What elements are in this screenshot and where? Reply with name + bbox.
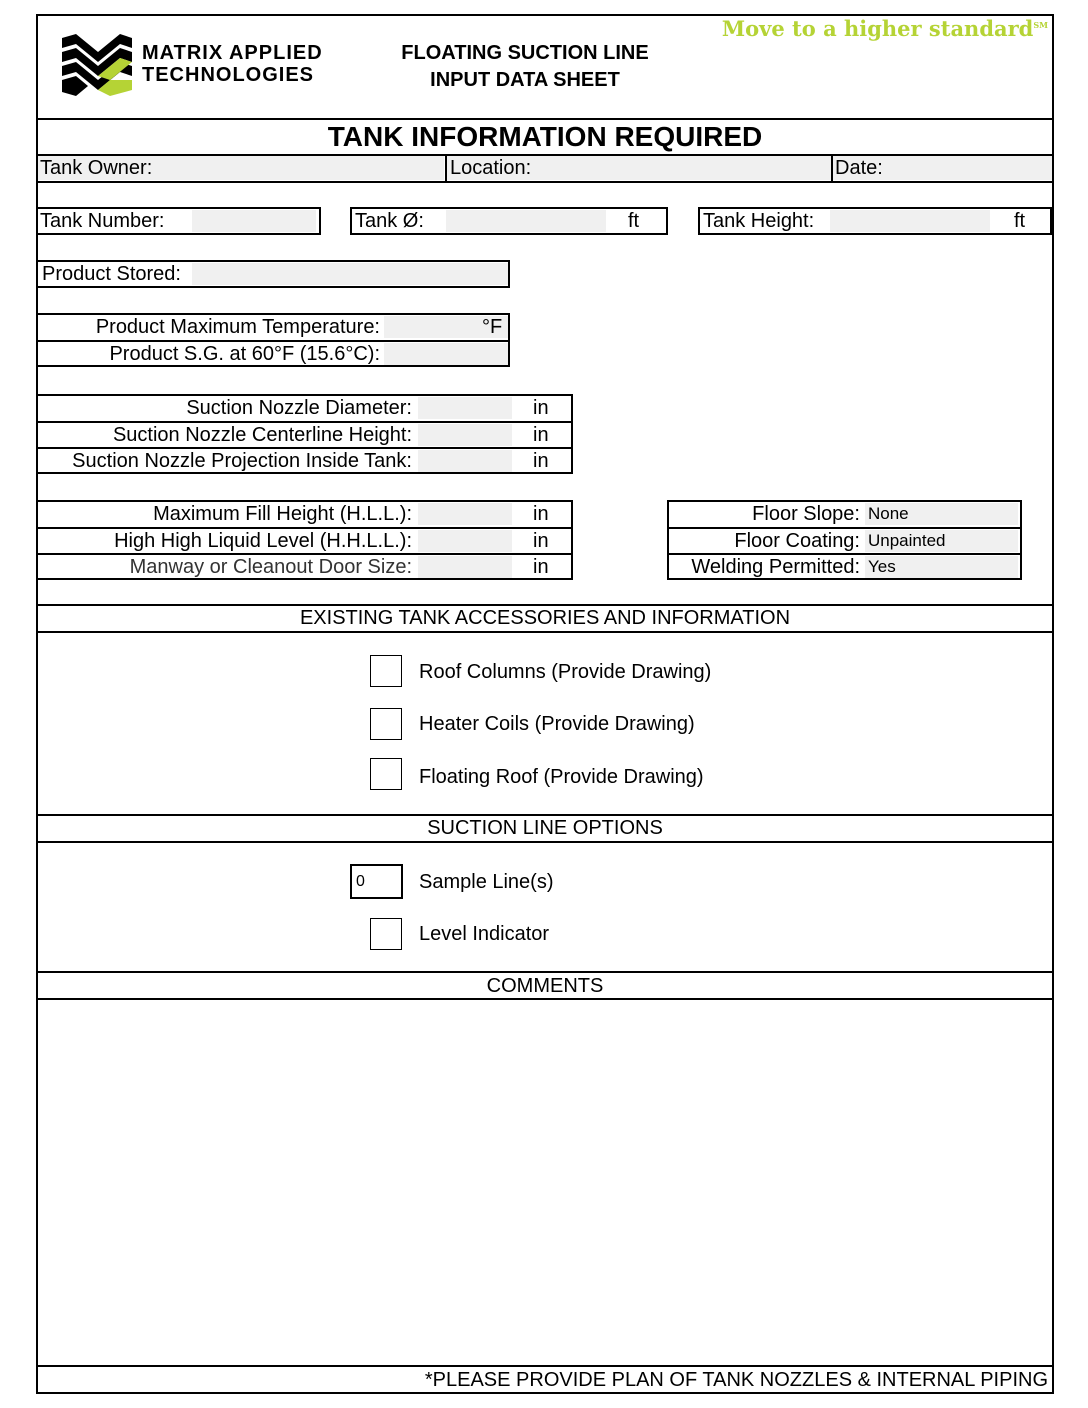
tank-diameter-field[interactable] [446,210,606,232]
max-fill-height-field[interactable] [418,503,512,525]
tank-height-unit: ft [1014,210,1026,232]
sample-lines-label: Sample Line(s) [419,871,554,893]
floor-coating-value: Unpainted [868,531,946,550]
manway-size-unit: in [533,556,549,578]
welding-permitted-label: Welding Permitted: [691,556,860,578]
floating-roof-label: Floating Roof (Provide Drawing) [419,766,704,788]
nozzle-projection-field[interactable] [418,450,512,472]
nozzle-diameter-unit: in [533,397,549,419]
section-title-comments: COMMENTS [486,975,604,997]
slogan [720,16,1048,41]
floor-slope-value: None [868,504,909,523]
floating-roof-checkbox[interactable] [370,758,402,790]
nozzle-centerline-label: Suction Nozzle Centerline Height: [112,424,412,446]
comments-area[interactable] [38,1000,1052,1364]
section-title-suction-options: SUCTION LINE OPTIONS [427,817,663,839]
hhll-label: High High Liquid Level (H.H.L.L.): [114,530,412,552]
location-label: Location: [450,157,532,179]
tank-owner-label: Tank Owner: [40,157,153,179]
company-name-line2: TECHNOLOGIES [142,64,315,86]
level-indicator-label: Level Indicator [419,923,550,945]
roof-columns-label: Roof Columns (Provide Drawing) [419,661,712,683]
section-title-tank-info: TANK INFORMATION REQUIRED [327,121,763,152]
floor-slope-label: Floor Slope: [752,503,860,525]
nozzle-diameter-label: Suction Nozzle Diameter: [186,397,412,419]
date-label: Date: [835,157,883,179]
form-title-line2: INPUT DATA SHEET [430,69,620,91]
form-title-line1: FLOATING SUCTION LINE [401,42,649,64]
manway-size-label: Manway or Cleanout Door Size: [129,556,412,578]
slogan-text: Move to a higher standard [721,16,1034,41]
floor-coating-label: Floor Coating: [734,530,860,552]
welding-permitted-value: Yes [868,557,896,576]
tank-diameter-unit: ft [628,210,640,232]
max-temperature-label: Product Maximum Temperature: [95,316,380,338]
specific-gravity-field[interactable] [384,343,508,365]
slogan-mark: SM [1033,20,1048,30]
tank-number-label: Tank Number: [40,210,165,232]
nozzle-projection-label: Suction Nozzle Projection Inside Tank: [72,450,412,472]
nozzle-centerline-field[interactable] [418,424,512,446]
roof-columns-checkbox[interactable] [370,655,402,687]
nozzle-diameter-field[interactable] [418,397,512,419]
product-stored-label: Product Stored: [42,263,181,285]
nozzle-centerline-unit: in [533,424,549,446]
hhll-field[interactable] [418,530,512,552]
footer-note: *PLEASE PROVIDE PLAN OF TANK NOZZLES & INTERNAL PIPING [424,1369,1048,1391]
max-fill-height-label: Maximum Fill Height (H.L.L.): [153,503,412,525]
manway-size-field[interactable] [418,556,512,578]
section-title-accessories: EXISTING TANK ACCESSORIES AND INFORMATION [299,607,791,629]
tank-diameter-label: Tank Ø: [355,210,424,232]
heater-coils-checkbox[interactable] [370,708,402,740]
hhll-unit: in [533,530,549,552]
sample-lines-input[interactable]: 0 [350,864,403,899]
tank-number-field[interactable] [192,210,316,232]
heater-coils-label: Heater Coils (Provide Drawing) [419,713,695,735]
tank-height-field[interactable] [830,210,990,232]
nozzle-projection-unit: in [533,450,549,472]
specific-gravity-label: Product S.G. at 60°F (15.6°C): [109,343,380,365]
max-fill-height-unit: in [533,503,549,525]
company-name-line1: MATRIX APPLIED [142,42,323,64]
company-logo-icon [58,32,136,98]
max-temperature-unit: °F [482,316,503,338]
product-stored-field[interactable] [192,263,508,285]
tank-height-label: Tank Height: [703,210,815,232]
level-indicator-checkbox[interactable] [370,918,402,950]
